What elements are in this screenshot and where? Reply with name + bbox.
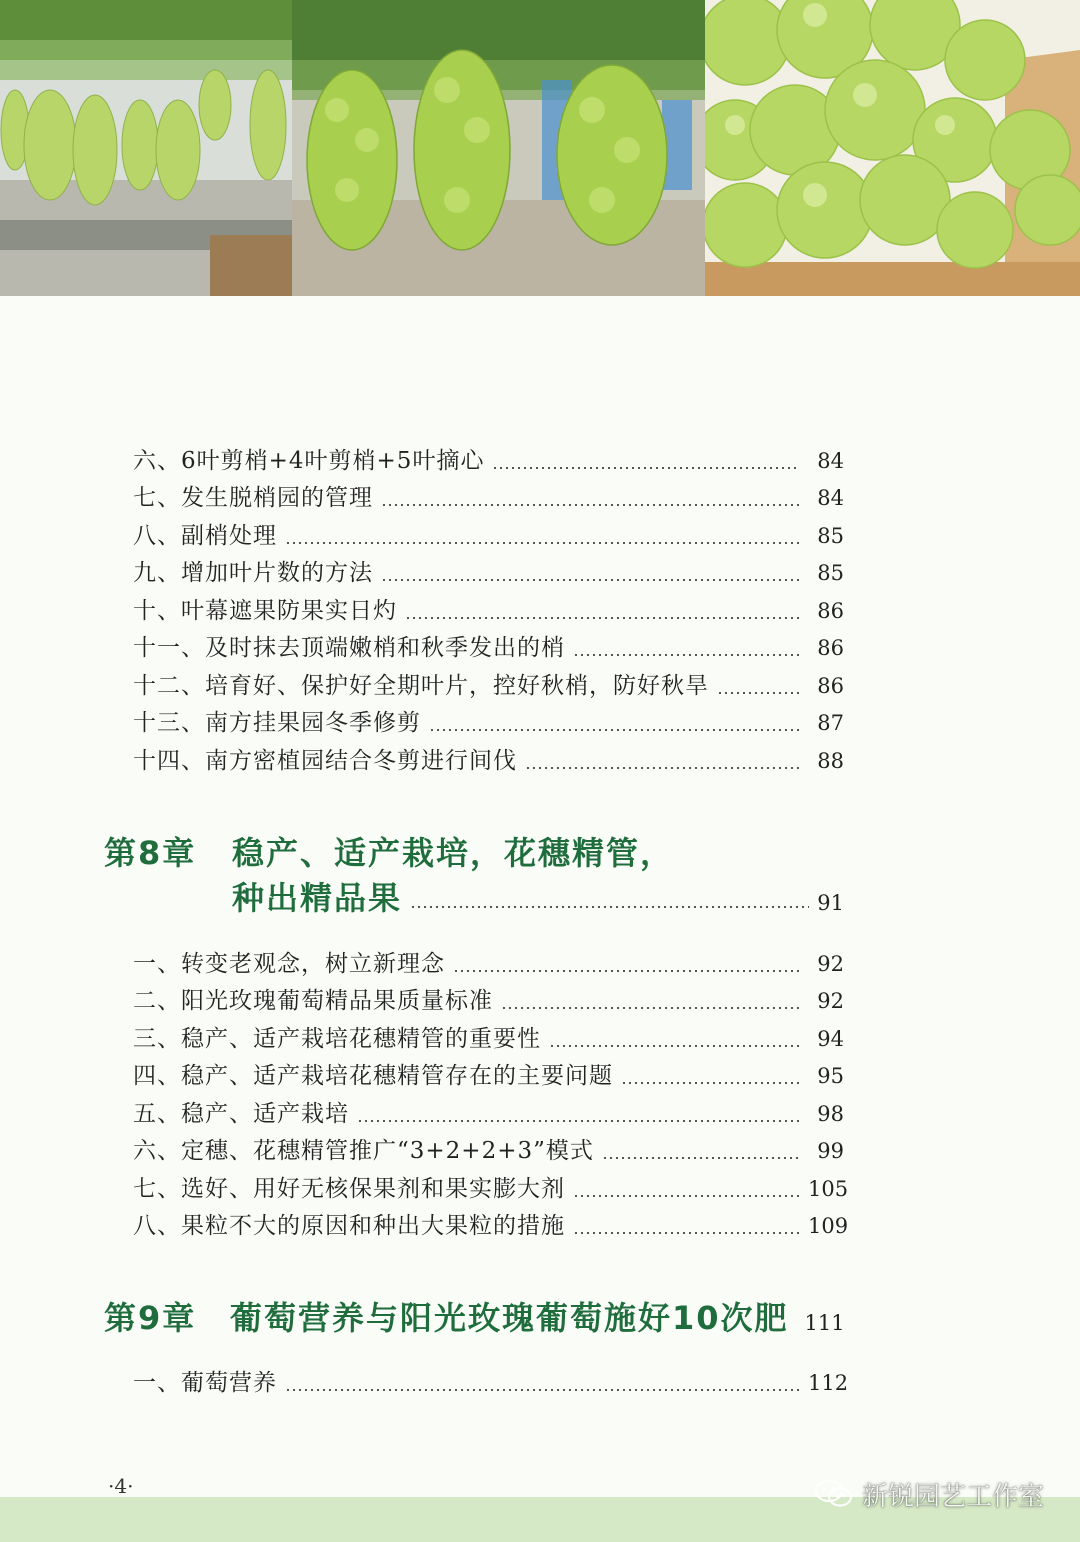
toc-entry-title: 八、果粒不大的原因和种出大果粒的措施 <box>133 1213 565 1239</box>
toc-entry-title: 二、阳光玫瑰葡萄精品果质量标准 <box>133 988 493 1014</box>
toc-entry <box>133 596 844 626</box>
toc-entry-title: 七、选好、用好无核保果剂和果实膨大剂 <box>133 1176 565 1202</box>
toc-entry <box>133 986 844 1016</box>
dot-leader <box>602 1157 800 1159</box>
dot-leader <box>573 1232 800 1234</box>
dot-leader <box>405 617 800 619</box>
dot-leader <box>453 970 800 972</box>
grape-bowl-photo <box>705 0 1080 296</box>
toc-entry-title: 五、稳产、适产栽培 <box>133 1101 349 1127</box>
toc-entry-page: 92 <box>817 952 844 976</box>
toc-entry <box>133 521 844 551</box>
dot-leader <box>285 542 800 544</box>
dot-leader <box>573 654 800 656</box>
toc-entry-title: 十一、及时抹去顶端嫩梢和秋季发出的梢 <box>133 635 565 661</box>
toc-entry <box>133 1174 849 1204</box>
toc-entry-title: 四、稳产、适产栽培花穗精管存在的主要问题 <box>133 1063 613 1089</box>
chapter-9-page: 111 <box>804 1311 845 1335</box>
page-number: ·4· <box>108 1474 134 1498</box>
toc-entry-page: 92 <box>817 989 844 1013</box>
toc-entry-title: 十四、南方密植园结合冬剪进行间伐 <box>133 748 517 774</box>
toc-entry-page: 86 <box>817 599 844 623</box>
chapter-8-number: 第8章 <box>104 834 197 872</box>
toc-entry-page: 105 <box>808 1177 849 1201</box>
toc-entry-title: 一、葡萄营养 <box>133 1370 277 1396</box>
toc-entry-title: 一、转变老观念，树立新理念 <box>133 951 445 977</box>
toc-entry-page: 95 <box>817 1064 844 1088</box>
dot-leader <box>381 504 800 506</box>
watermark <box>814 1474 1044 1514</box>
chapter-9-title: 葡萄营养与阳光玫瑰葡萄施好10次肥 <box>230 1299 789 1337</box>
wechat-icon <box>814 1478 854 1510</box>
watermark-text: 新锐园艺工作室 <box>861 1481 1044 1512</box>
toc-entry <box>133 708 844 738</box>
toc-entry-title: 八、副梢处理 <box>133 523 277 549</box>
toc-entry-page: 94 <box>817 1027 844 1051</box>
dot-leader <box>429 729 800 731</box>
dot-leader <box>573 1195 800 1197</box>
dot-leader <box>525 767 800 769</box>
toc-entry-page: 99 <box>817 1139 844 1163</box>
toc-entry-title: 十三、南方挂果园冬季修剪 <box>133 710 421 736</box>
toc-entry-page: 98 <box>817 1102 844 1126</box>
toc-entry-page: 112 <box>808 1371 849 1395</box>
dot-leader <box>381 579 800 581</box>
toc-entry <box>133 483 844 513</box>
grape-clusters-photo <box>292 0 705 296</box>
toc-entry <box>133 633 844 663</box>
toc-entry-title: 十二、培育好、保护好全期叶片，控好秋梢，防好秋旱 <box>133 673 709 699</box>
dot-leader <box>410 906 809 908</box>
toc-entry-page: 84 <box>817 486 844 510</box>
toc-entry-page: 109 <box>808 1214 849 1238</box>
chapter-8-page: 91 <box>817 891 844 915</box>
toc-entry <box>133 558 844 588</box>
toc-entry <box>133 1136 844 1166</box>
toc-entry <box>133 446 844 476</box>
toc-entry-title: 六、6叶剪梢+4叶剪梢+5叶摘心 <box>133 448 485 474</box>
toc-entry <box>133 1024 844 1054</box>
toc-entry-page: 86 <box>817 674 844 698</box>
toc-entry-title: 十、叶幕遮果防果实日灼 <box>133 598 397 624</box>
toc-entry <box>133 1368 849 1398</box>
toc-entry <box>133 746 844 776</box>
dot-leader <box>717 692 800 694</box>
toc-entry-page: 87 <box>817 711 844 735</box>
toc-entry-page: 85 <box>817 524 844 548</box>
chapter-8-title-row <box>232 878 844 918</box>
toc-entry-page: 86 <box>817 636 844 660</box>
chapter-8-title-line2: 种出精品果 <box>232 879 403 917</box>
toc-entry <box>133 1211 849 1241</box>
chapter-9-number: 第9章 <box>104 1299 197 1337</box>
toc-entry-page: 85 <box>817 561 844 585</box>
toc-entry <box>133 1099 844 1129</box>
toc-entry-title: 九、增加叶片数的方法 <box>133 560 373 586</box>
toc-entry-page: 84 <box>817 449 844 473</box>
photo-banner <box>0 0 1080 296</box>
toc-entry-title: 七、发生脱梢园的管理 <box>133 485 373 511</box>
dot-leader <box>621 1082 800 1084</box>
dot-leader <box>501 1007 800 1009</box>
dot-leader <box>285 1389 800 1391</box>
chapter-8-title-line1: 稳产、适产栽培，花穗精管， <box>232 834 675 872</box>
toc-entry-title: 三、稳产、适产栽培花穗精管的重要性 <box>133 1026 541 1052</box>
dot-leader <box>357 1120 800 1122</box>
toc-entry <box>133 949 844 979</box>
chapter-9-title-row <box>230 1298 844 1338</box>
toc-entry <box>133 671 844 701</box>
dot-leader <box>549 1045 800 1047</box>
toc-entry-page: 88 <box>817 749 844 773</box>
toc-entry <box>133 1061 844 1091</box>
toc-entry-title: 六、定穗、花穗精管推广“3+2+2+3”模式 <box>133 1138 594 1164</box>
vineyard-photo <box>0 0 292 296</box>
dot-leader <box>492 467 800 469</box>
